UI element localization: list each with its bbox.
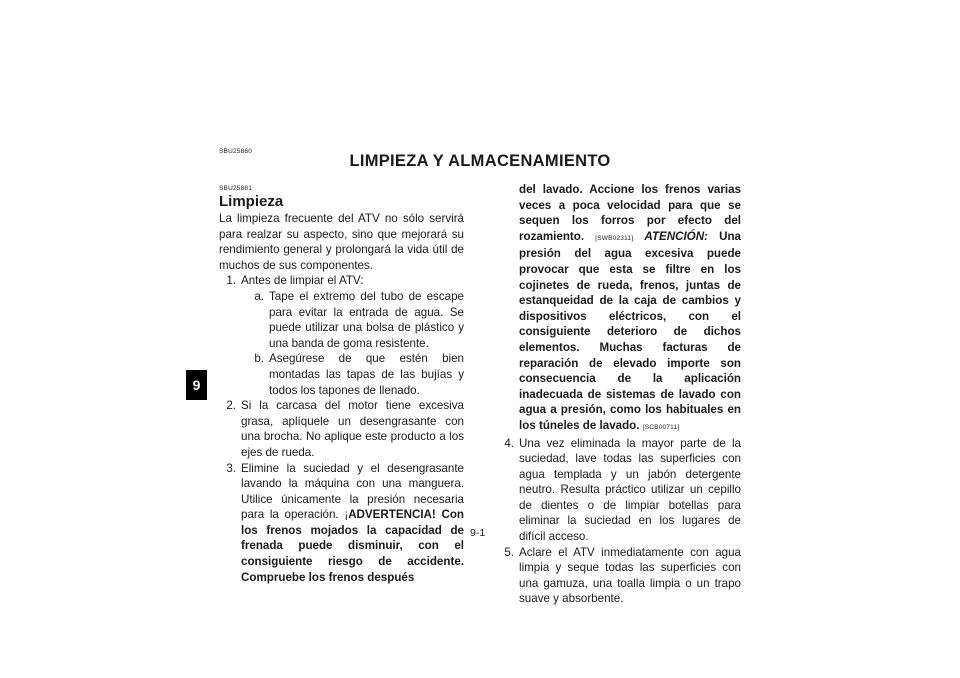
caution-label: ATENCIÓN: <box>644 229 708 243</box>
step-text: Si la carcasa del motor tiene excesiva grasa, aplíquele un desengrasante con una brocha. No aplique este producto a los ejes de rueda. <box>241 399 464 459</box>
step-number: 1. <box>226 274 236 288</box>
step-number: 2. <box>226 399 236 413</box>
left-column <box>219 184 464 585</box>
substep-text: Asegúrese de que estén bien montadas las tapas de las bujías y todos los tapones de llenado. <box>269 352 464 397</box>
intro-paragraph: La limpieza frecuente del ATV no sólo servirá para realzar su aspecto, sino que mejorará su rendimiento general y prolongará la vida útil de muchos de sus componentes. <box>219 212 464 272</box>
step-2 <box>219 398 464 460</box>
step-3 <box>219 461 464 586</box>
substep-b <box>219 351 464 398</box>
warning-continuation-text: del lavado. Accione los frenos varias veces a poca velocidad para que se sequen los forros por efecto del rozamiento. <box>519 183 741 243</box>
step-text: Aclare el ATV inmediatamente con agua limpia y seque todas las superficies con una gamuza, una toalla limpia o un trapo suave y absorbente. <box>519 545 741 606</box>
step-5 <box>497 545 741 607</box>
section-heading: Limpieza <box>219 193 284 210</box>
step-text: Elimine la suciedad y el desengrasante lavando la máquina con una manguera. Utilice únicamente la presión necesaria para la operación. <box>241 461 464 522</box>
substep-text: Tape el extremo del tubo de escape para evitar la entrada de agua. Se puede utilizar una bolsa de plástico y una banda de goma resistente. <box>269 289 464 350</box>
right-column <box>497 182 741 607</box>
section-code: SBU25881 <box>219 185 253 192</box>
warning-label: ADVERTENCIA! <box>348 508 436 522</box>
substep-a <box>219 289 464 351</box>
warning-text: Con los frenos mojados la capacidad de frenada puede disminuir, con el consiguiente riesgo de accidente. Compruebe los frenos después <box>241 508 464 584</box>
caution-text: Una presión del agua excesiva puede provocar que esta se filtre en los cojinetes de rueda, frenos, juntas de estanqueidad de la caja de cambios y dispositivos eléctricos, con el consiguiente deterioro de dichos elementos. Muchas facturas de reparación de elevado importe son consecuencia de la aplicación inadecuada de sistemas de lavado con agua a presión, como los habituales en los túneles de lavado. <box>519 229 741 432</box>
step-1 <box>219 273 464 289</box>
chapter-tab <box>186 370 207 400</box>
step-number: 4. <box>504 436 514 450</box>
warning-code: [SWB02311] <box>595 234 634 242</box>
step-4 <box>497 436 741 545</box>
substep-number: b. <box>254 352 264 366</box>
step-text: Una vez eliminada la mayor parte de la suciedad, lave todas las superficies con agua templada y un jabón detergente neutro. Resulta práctico utilizar un cepillo de dientes o de limpiar botellas para eliminar la suciedad en los lugares de difícil acceso. <box>519 436 741 544</box>
warning-continuation <box>497 182 741 436</box>
substep-number: a. <box>254 289 264 303</box>
warning-open-mark: ¡ <box>344 508 349 522</box>
chapter-tab-number: 9 <box>192 377 201 393</box>
step-text: Antes de limpiar el ATV: <box>241 274 364 288</box>
step-number: 3. <box>226 461 236 475</box>
chapter-code: SBU25860 <box>219 148 253 155</box>
page-number: 9-1 <box>470 527 486 539</box>
step-number: 5. <box>504 545 514 559</box>
page-title: LIMPIEZA Y ALMACENAMIENTO <box>349 152 611 170</box>
caution-code: [SCB00711] <box>642 423 680 431</box>
